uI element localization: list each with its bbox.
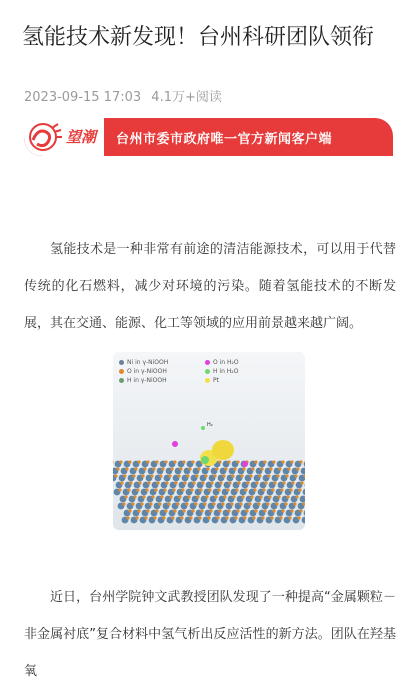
legend-dot-icon [119, 360, 124, 365]
article-paragraph: 近日，台州学院钟文武教授团队发现了一种提高“金属颗粒－非金属衬底”复合材料中氢气析出反应活性的新方法。团队在羟基氧 [24, 579, 396, 690]
wave-logo-icon [28, 122, 64, 152]
banner-slogan: 台州市委市政府唯一官方新闻客户端 [116, 128, 332, 147]
article-title: 氢能技术新发现！台州科研团队领衔 [22, 23, 397, 53]
brand-logo [24, 118, 104, 156]
legend-dot-icon [205, 378, 210, 383]
legend-dot-icon [119, 369, 124, 374]
publish-datetime: 2023-09-15 17:03 [24, 90, 141, 105]
figure-legend [119, 358, 291, 385]
brand-name: 望潮 [66, 126, 96, 147]
legend-label: Ni in γ-NiOOH [127, 358, 168, 367]
h2-label: H₂ [207, 422, 213, 428]
article-meta [24, 86, 228, 105]
legend-dot-icon [205, 360, 210, 365]
article-paragraph: 氢能技术是一种非常有前途的清洁能源技术，可以用于代替传统的化石燃料，减少对环境的污染。随着氢能技术的不断发展，其在交通、能源、化工等领域的应用前景越来越广阔。 [24, 231, 396, 342]
legend-label: H in H₂O [213, 367, 238, 376]
article-figure [113, 352, 305, 530]
read-count: 4.1万+阅读 [151, 90, 222, 105]
legend-dot-icon [205, 369, 210, 374]
legend-label: O in γ-NiOOH [127, 367, 167, 376]
legend-label: O in H₂O [213, 358, 239, 367]
app-banner[interactable] [24, 118, 393, 156]
legend-label: H in γ-NiOOH [127, 376, 167, 385]
legend-dot-icon [119, 378, 124, 383]
legend-label: Pt [213, 376, 219, 385]
